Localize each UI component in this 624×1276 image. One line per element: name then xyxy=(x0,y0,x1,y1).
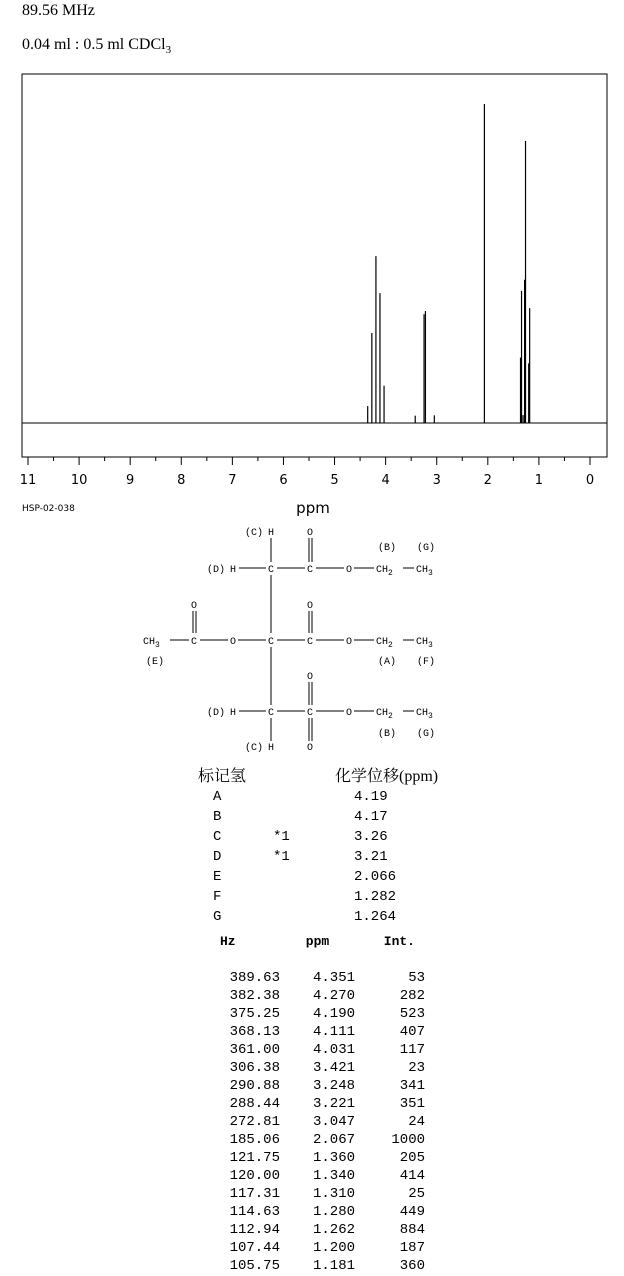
peak-ppm: 3.421 xyxy=(312,1060,355,1076)
peak-ppm: 4.031 xyxy=(312,1042,355,1058)
atom-o-top: O xyxy=(307,528,314,539)
assign-shift: 2.066 xyxy=(354,869,397,885)
assign-shift: 3.26 xyxy=(354,829,388,845)
atom-c4: C xyxy=(307,708,314,719)
assign-label xyxy=(197,827,334,847)
ch2-bot: $CH_2$ xyxy=(376,708,393,721)
ch3-top: $CH_3$ xyxy=(416,565,433,578)
assign-label xyxy=(197,887,334,907)
assign-row xyxy=(197,867,439,887)
tick-label-7: 7 xyxy=(228,473,237,488)
atom-c1: C xyxy=(268,565,275,576)
assign-row xyxy=(197,907,439,927)
atom-o-mid2: O xyxy=(346,637,353,648)
ch3-acetyl: $CH_3$ xyxy=(143,637,160,650)
peak-ppm: 4.270 xyxy=(312,988,355,1004)
peak-hz: 105.75 xyxy=(229,1258,280,1274)
tick-label-3: 3 xyxy=(432,473,441,488)
assignment-rows xyxy=(197,787,439,927)
atom-o-bot2: O xyxy=(307,743,314,754)
peak-hz: 290.88 xyxy=(229,1078,280,1094)
peak-hz: 306.38 xyxy=(229,1060,280,1076)
peak-row xyxy=(200,969,425,987)
peak-int: 523 xyxy=(399,1006,425,1022)
peak-row xyxy=(200,1167,425,1185)
peak-ppm: 1.262 xyxy=(312,1222,355,1238)
assign-label-text: C xyxy=(213,829,222,845)
ch3-bot: $CH_3$ xyxy=(416,708,433,721)
peak-ppm: 4.351 xyxy=(312,970,355,986)
peak-int: 23 xyxy=(408,1060,425,1076)
peak-row xyxy=(200,1023,425,1041)
assign-label xyxy=(197,847,334,867)
tick-label-8: 8 xyxy=(177,473,186,488)
peak-ppm: 1.181 xyxy=(312,1258,355,1274)
peak-rows xyxy=(200,969,425,1275)
peak-row xyxy=(200,1095,425,1113)
spectrum-id: HSP-02-038 xyxy=(22,504,75,514)
assign-shift: 4.19 xyxy=(354,789,388,805)
peak-hz: 375.25 xyxy=(229,1006,280,1022)
x-axis-ticks xyxy=(20,457,594,488)
peak-ppm: 2.067 xyxy=(312,1132,355,1148)
assign-header-label: 标记氢 xyxy=(198,768,247,785)
peak-ppm: 3.047 xyxy=(312,1114,355,1130)
tick-label-2: 2 xyxy=(483,473,492,488)
label-g-bot: (G) xyxy=(417,729,436,740)
assign-row xyxy=(197,827,439,847)
atom-o3: O xyxy=(346,708,353,719)
ch3-mid: $CH_3$ xyxy=(416,637,433,650)
peak-header-int: Int. xyxy=(383,933,415,949)
peak-int: 1000 xyxy=(391,1132,425,1148)
frequency-label: 89.56 MHz xyxy=(22,2,95,19)
assign-label xyxy=(197,907,334,927)
atom-c2: C xyxy=(307,565,314,576)
atom-c-central: C xyxy=(268,637,275,648)
assign-shift: 1.282 xyxy=(354,889,397,905)
peak-row xyxy=(200,1077,425,1095)
peak-int: 360 xyxy=(399,1258,425,1274)
tick-label-11: 11 xyxy=(19,473,37,488)
peak-int: 282 xyxy=(399,988,425,1004)
assign-shift: 3.21 xyxy=(354,849,388,865)
peak-int: 449 xyxy=(399,1204,425,1220)
peak-row xyxy=(200,1185,425,1203)
assign-header-shift: 化学位移(ppm) xyxy=(335,768,439,785)
assign-row xyxy=(197,847,439,867)
assign-label-text: G xyxy=(213,909,222,925)
peak-hz: 185.06 xyxy=(229,1132,280,1148)
ch2-top: $CH_2$ xyxy=(376,565,393,578)
assign-label-text: B xyxy=(213,809,222,825)
assign-note: *1 xyxy=(273,829,290,845)
tick-label-10: 10 xyxy=(70,473,88,488)
ch2-mid: $CH_2$ xyxy=(376,637,393,650)
peak-ppm: 1.280 xyxy=(312,1204,355,1220)
peak-row xyxy=(200,1005,425,1023)
peak-int: 53 xyxy=(408,970,425,986)
sample-subscript: 3 xyxy=(165,44,172,57)
label-d-top: (D) xyxy=(207,565,226,576)
label-g-top: (G) xyxy=(417,543,436,554)
assign-row xyxy=(197,787,439,807)
atom-h-bot: H xyxy=(268,743,275,754)
assign-shift: 1.264 xyxy=(354,909,397,925)
atom-c3: C xyxy=(268,708,275,719)
atom-h-d-top: H xyxy=(230,565,237,576)
atom-c-mid: C xyxy=(307,637,314,648)
peak-int: 187 xyxy=(399,1240,425,1256)
assign-note: *1 xyxy=(273,849,290,865)
peak-row xyxy=(200,1203,425,1221)
peak-row xyxy=(200,1113,425,1131)
peak-header-ppm: ppm xyxy=(305,933,330,949)
atom-o-acetyl: O xyxy=(191,601,198,612)
peak-int: 117 xyxy=(399,1042,425,1058)
peak-header-hz: Hz xyxy=(220,933,236,949)
peak-hz: 121.75 xyxy=(229,1150,280,1166)
label-c-top: (C) xyxy=(245,528,264,539)
tick-label-4: 4 xyxy=(381,473,390,488)
peak-hz: 114.63 xyxy=(229,1204,280,1220)
peak-ppm: 1.200 xyxy=(312,1240,355,1256)
nmr-spectrum-chart xyxy=(0,60,624,520)
label-d-bot: (D) xyxy=(207,708,226,719)
peak-row xyxy=(200,1239,425,1257)
label-e: (E) xyxy=(146,657,165,668)
peak-ppm: 4.111 xyxy=(312,1024,355,1040)
assign-shift: 4.17 xyxy=(354,809,388,825)
label-c-bot: (C) xyxy=(245,743,264,754)
peak-hz: 272.81 xyxy=(229,1114,280,1130)
assign-label-text: F xyxy=(213,889,222,905)
peak-int: 341 xyxy=(399,1078,425,1094)
peak-int: 25 xyxy=(408,1186,425,1202)
peak-hz: 120.00 xyxy=(229,1168,280,1184)
peak-row xyxy=(200,987,425,1005)
sample-label xyxy=(22,36,171,56)
atom-o1: O xyxy=(346,565,353,576)
tick-label-0: 0 xyxy=(585,473,595,488)
peak-ppm: 3.221 xyxy=(312,1096,355,1112)
peak-ppm: 1.340 xyxy=(312,1168,355,1184)
peak-hz: 389.63 xyxy=(229,970,280,986)
sample-text: 0.04 ml : 0.5 ml CDCl xyxy=(22,36,166,53)
peak-ppm: 4.190 xyxy=(312,1006,355,1022)
peak-row xyxy=(200,1149,425,1167)
peak-hz: 382.38 xyxy=(229,988,280,1004)
assign-label-text: E xyxy=(213,869,222,885)
atom-h-d-bot: H xyxy=(230,708,237,719)
peak-table xyxy=(200,931,425,1275)
peak-row xyxy=(200,1041,425,1059)
tick-label-5: 5 xyxy=(330,473,339,488)
label-a: (A) xyxy=(378,657,397,668)
atom-o-ester: O xyxy=(230,637,237,648)
peak-int: 205 xyxy=(399,1150,425,1166)
peak-hz: 107.44 xyxy=(229,1240,280,1256)
assign-row xyxy=(197,887,439,907)
peak-ppm: 3.248 xyxy=(312,1078,355,1094)
molecule-structure xyxy=(120,520,460,760)
label-b-bot: (B) xyxy=(378,729,397,740)
label-b-top: (B) xyxy=(378,543,397,554)
peak-hz: 368.13 xyxy=(229,1024,280,1040)
tick-label-6: 6 xyxy=(279,473,288,488)
peak-int: 351 xyxy=(399,1096,425,1112)
peak-int: 884 xyxy=(399,1222,425,1238)
x-axis-label: ppm xyxy=(296,499,330,517)
peak-hz: 117.31 xyxy=(229,1186,280,1202)
assign-label-text: D xyxy=(213,849,222,865)
peak-row xyxy=(200,1257,425,1275)
atom-h-top: H xyxy=(268,528,275,539)
peaks-group xyxy=(368,104,530,423)
assign-label xyxy=(197,807,334,827)
peak-int: 24 xyxy=(408,1114,425,1130)
peak-ppm: 1.310 xyxy=(312,1186,355,1202)
peak-row xyxy=(200,1221,425,1239)
peak-row xyxy=(200,1059,425,1077)
atom-c-acetyl: C xyxy=(191,637,198,648)
label-f: (F) xyxy=(417,657,436,668)
assignment-table xyxy=(197,762,439,927)
peak-hz: 288.44 xyxy=(229,1096,280,1112)
tick-label-9: 9 xyxy=(126,473,135,488)
assign-label xyxy=(197,787,334,807)
assign-label xyxy=(197,867,334,887)
assign-label-text: A xyxy=(213,789,222,805)
atom-o-mid: O xyxy=(307,601,314,612)
assign-row xyxy=(197,807,439,827)
tick-label-1: 1 xyxy=(534,473,544,488)
peak-int: 414 xyxy=(399,1168,425,1184)
peak-hz: 112.94 xyxy=(229,1222,280,1238)
peak-hz: 361.00 xyxy=(229,1042,280,1058)
peak-row xyxy=(200,1131,425,1149)
plot-frame xyxy=(22,74,607,457)
atom-o-bot: O xyxy=(307,672,314,683)
peak-int: 407 xyxy=(399,1024,425,1040)
peak-ppm: 1.360 xyxy=(312,1150,355,1166)
